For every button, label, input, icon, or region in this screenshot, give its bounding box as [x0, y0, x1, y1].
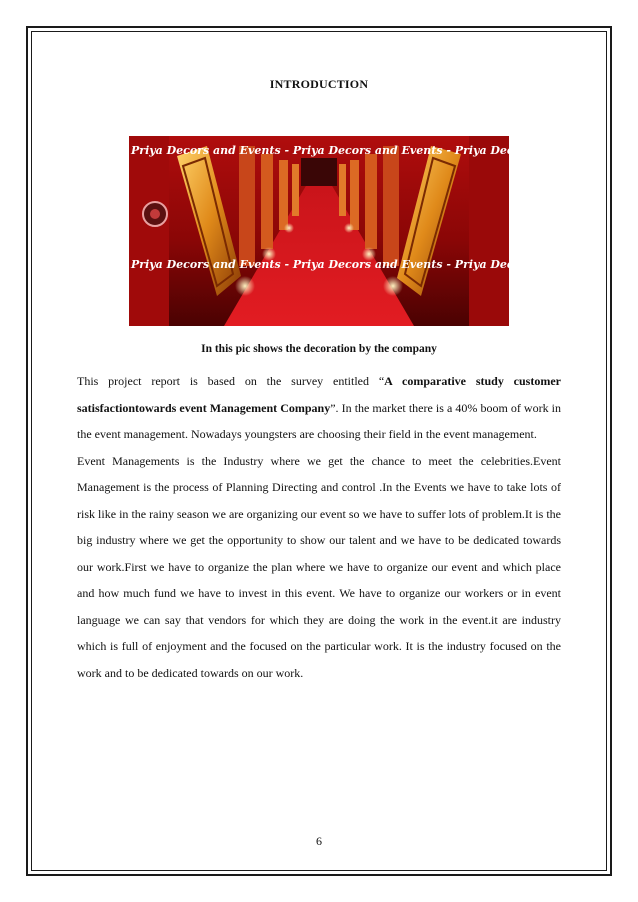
survey-title: A comparative study customer satisfactiontowards event Management Company [77, 374, 561, 415]
body-text [77, 368, 561, 686]
page-heading: INTRODUCTION [269, 77, 369, 91]
paragraph-1-intro: This project report is based on the survey entitled “ [77, 374, 385, 388]
paragraph-1-rest: ”. In the market there is a 40% boom of work in the event management. Nowadays youngsters are choosing their field in the event management. [77, 400, 561, 441]
decoration-photo-graphic [129, 136, 572, 326]
image-caption: In this pic shows the decoration by the company [201, 343, 437, 355]
decoration-photo [129, 136, 572, 326]
paragraph-2: Event Managements is the Industry where we get the chance to meet the celebrities.Event Management is the process of Planning Directing and control .In the Events we have to take lots of risk like in the rainy season we are organizing our event so we have to suffer lots of problem.It is the big industry where we get the opportunity to show our talent and we have to be dedicated towards our work.First we have to organize the plan where we have to organize our event and which place and how much fund we have to invest in this event. We have to organize our workers or in event language we can say that vendors for which they are doing the work in the event.it are industry which is full of enjoyment and the focused on the particular work. It is the industry focused on the work and to be dedicated towards on our work. [77, 453, 561, 680]
page-number: 6 [316, 834, 322, 848]
paragraph-1 [77, 368, 561, 448]
watermark-bottom: Priya Decors and Events - Priya Decors and Events - Priya Decors and E [131, 258, 572, 271]
watermark-top: Priya Decors and Events - Priya Decors and Events - Priya Decors and [131, 144, 560, 157]
